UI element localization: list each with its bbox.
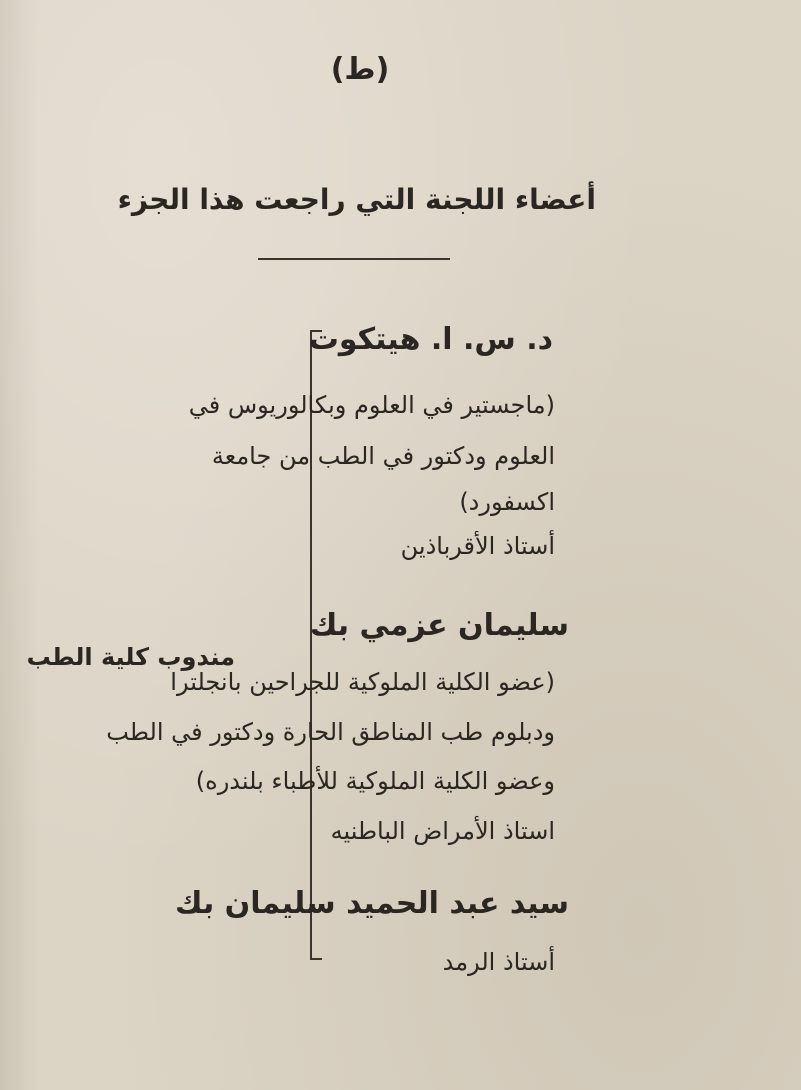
delegate-label: مندوب كلية الطب xyxy=(26,643,235,671)
member-credential: وعضو الكلية الملوكية للأطباء بلندره) xyxy=(195,767,555,795)
member-credential: اكسفورد) xyxy=(459,488,555,516)
member-credential: ودبلوم طب المناطق الحارة ودكتور في الطب xyxy=(106,718,555,746)
members-bracket xyxy=(310,330,312,960)
member-name: سيد عبد الحميد سليمان بك xyxy=(175,886,569,921)
page-number: (ط) xyxy=(330,52,390,87)
member-credential: العلوم ودكتور في الطب من جامعة xyxy=(211,442,555,470)
member-title: أستاذ الرمد xyxy=(442,948,555,976)
member-credential: (عضو الكلية الملوكية للجراحين بانجلترا xyxy=(170,668,555,696)
page-heading: أعضاء اللجنة التي راجعت هذا الجزء xyxy=(117,183,596,216)
member-title: أستاذ الأقرباذين xyxy=(400,532,555,560)
member-name: د. س. ا. هيتكوت xyxy=(308,322,553,357)
member-name: سليمان عزمي بك xyxy=(309,608,569,643)
member-credential: (ماجستير في العلوم وبكالوريوس في xyxy=(188,391,555,419)
member-title: استاذ الأمراض الباطنيه xyxy=(330,817,555,845)
heading-underline xyxy=(258,258,450,260)
bracket-bottom-cap xyxy=(310,958,322,960)
